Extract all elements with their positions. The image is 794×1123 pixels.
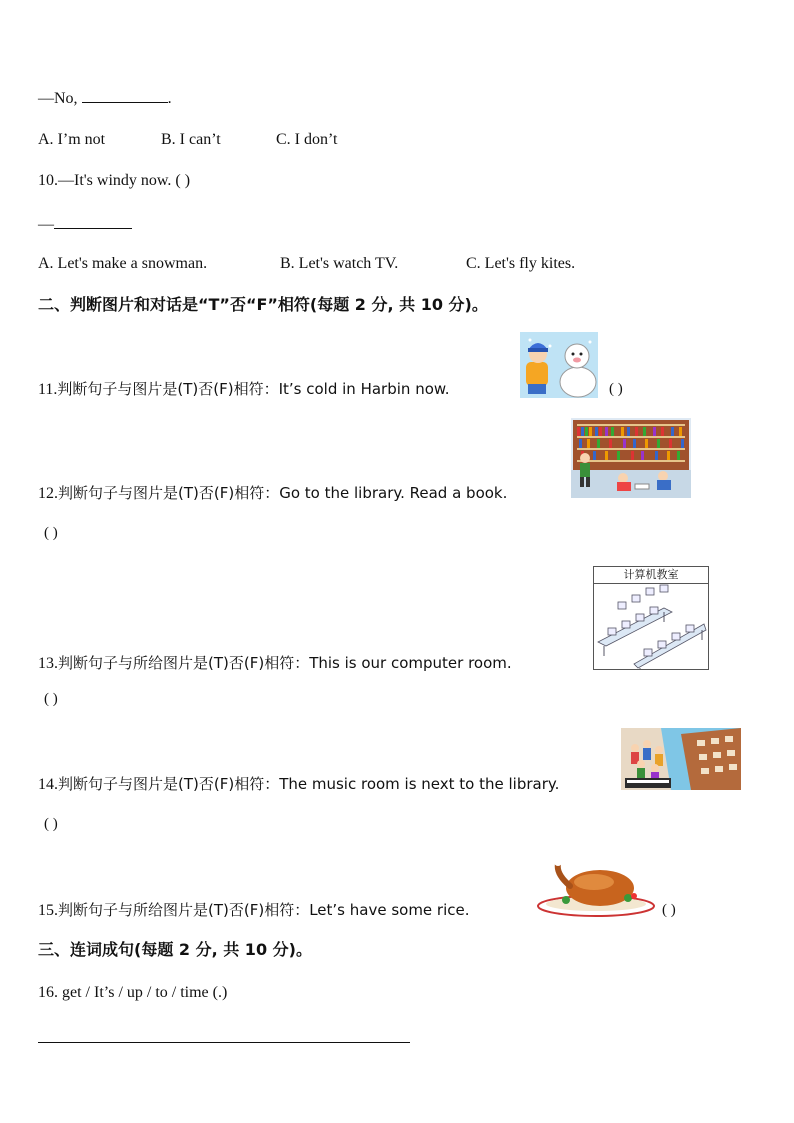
q9-answer-blank[interactable]: [82, 88, 168, 103]
q12-number: 12.: [38, 485, 58, 502]
snowman-picture: [520, 332, 598, 398]
q11-line: [38, 379, 450, 400]
computer-room-label: 计算机教室: [594, 567, 708, 584]
q15-line: [38, 900, 470, 921]
roast-turkey-picture: [536, 852, 656, 918]
q14-answer-paren[interactable]: ( ): [44, 816, 58, 832]
q14-text: 判断句子与图片是(T)否(F)相符：The music room is next to the library.: [58, 775, 560, 793]
q10-answer-line: [38, 214, 132, 235]
q10-option-c: C. Let's fly kites.: [466, 255, 576, 272]
q9-option-c: C. I don’t: [276, 131, 338, 148]
music-room-picture: [621, 728, 741, 790]
q13-number: 13.: [38, 655, 58, 672]
computer-room-picture: [593, 566, 709, 670]
q12-line: [38, 483, 507, 504]
q9-answer-line: [38, 88, 172, 109]
q11-answer-paren[interactable]: ( ): [609, 381, 623, 397]
q15-number: 15.: [38, 902, 58, 919]
library-picture: [571, 418, 691, 498]
q13-line: [38, 653, 512, 674]
q10-option-a: A. Let's make a snowman.: [38, 255, 208, 272]
q9-option-a: A. I’m not: [38, 131, 106, 148]
section3-heading: 三、连词成句(每题 2 分, 共 10 分)。: [38, 940, 312, 959]
q14-number: 14.: [38, 776, 58, 793]
q9-option-b: B. I can’t: [161, 131, 221, 148]
q13-answer-paren[interactable]: ( ): [44, 691, 58, 707]
q11-number: 11.: [38, 381, 58, 398]
computer-room-drawing: [594, 584, 708, 669]
q10-option-b: B. Let's watch TV.: [280, 255, 399, 272]
q10-answer-prefix: —: [38, 216, 54, 233]
q12-answer-paren[interactable]: ( ): [44, 525, 58, 541]
q10-stem: 10.—It's windy now. ( ): [38, 172, 191, 189]
q12-text: 判断句子与图片是(T)否(F)相符：Go to the library. Read a book.: [58, 484, 508, 502]
q16-words: 16. get / It’s / up / to / time (.): [38, 984, 228, 1001]
q9-answer-prefix: —No,: [38, 90, 82, 107]
q13-text: 判断句子与所给图片是(T)否(F)相符：This is our computer room.: [58, 654, 512, 672]
q10-answer-blank[interactable]: [54, 214, 132, 229]
q15-answer-paren[interactable]: ( ): [662, 902, 676, 918]
q9-answer-suffix: .: [167, 90, 172, 107]
q16-answer-line[interactable]: [38, 1042, 410, 1043]
q14-line: [38, 774, 559, 795]
q15-text: 判断句子与所给图片是(T)否(F)相符：Let’s have some rice.: [58, 901, 470, 919]
q11-text: 判断句子与图片是(T)否(F)相符：It’s cold in Harbin now.: [57, 380, 450, 398]
section2-heading: 二、判断图片和对话是“T”否“F”相符(每题 2 分, 共 10 分)。: [38, 295, 488, 314]
